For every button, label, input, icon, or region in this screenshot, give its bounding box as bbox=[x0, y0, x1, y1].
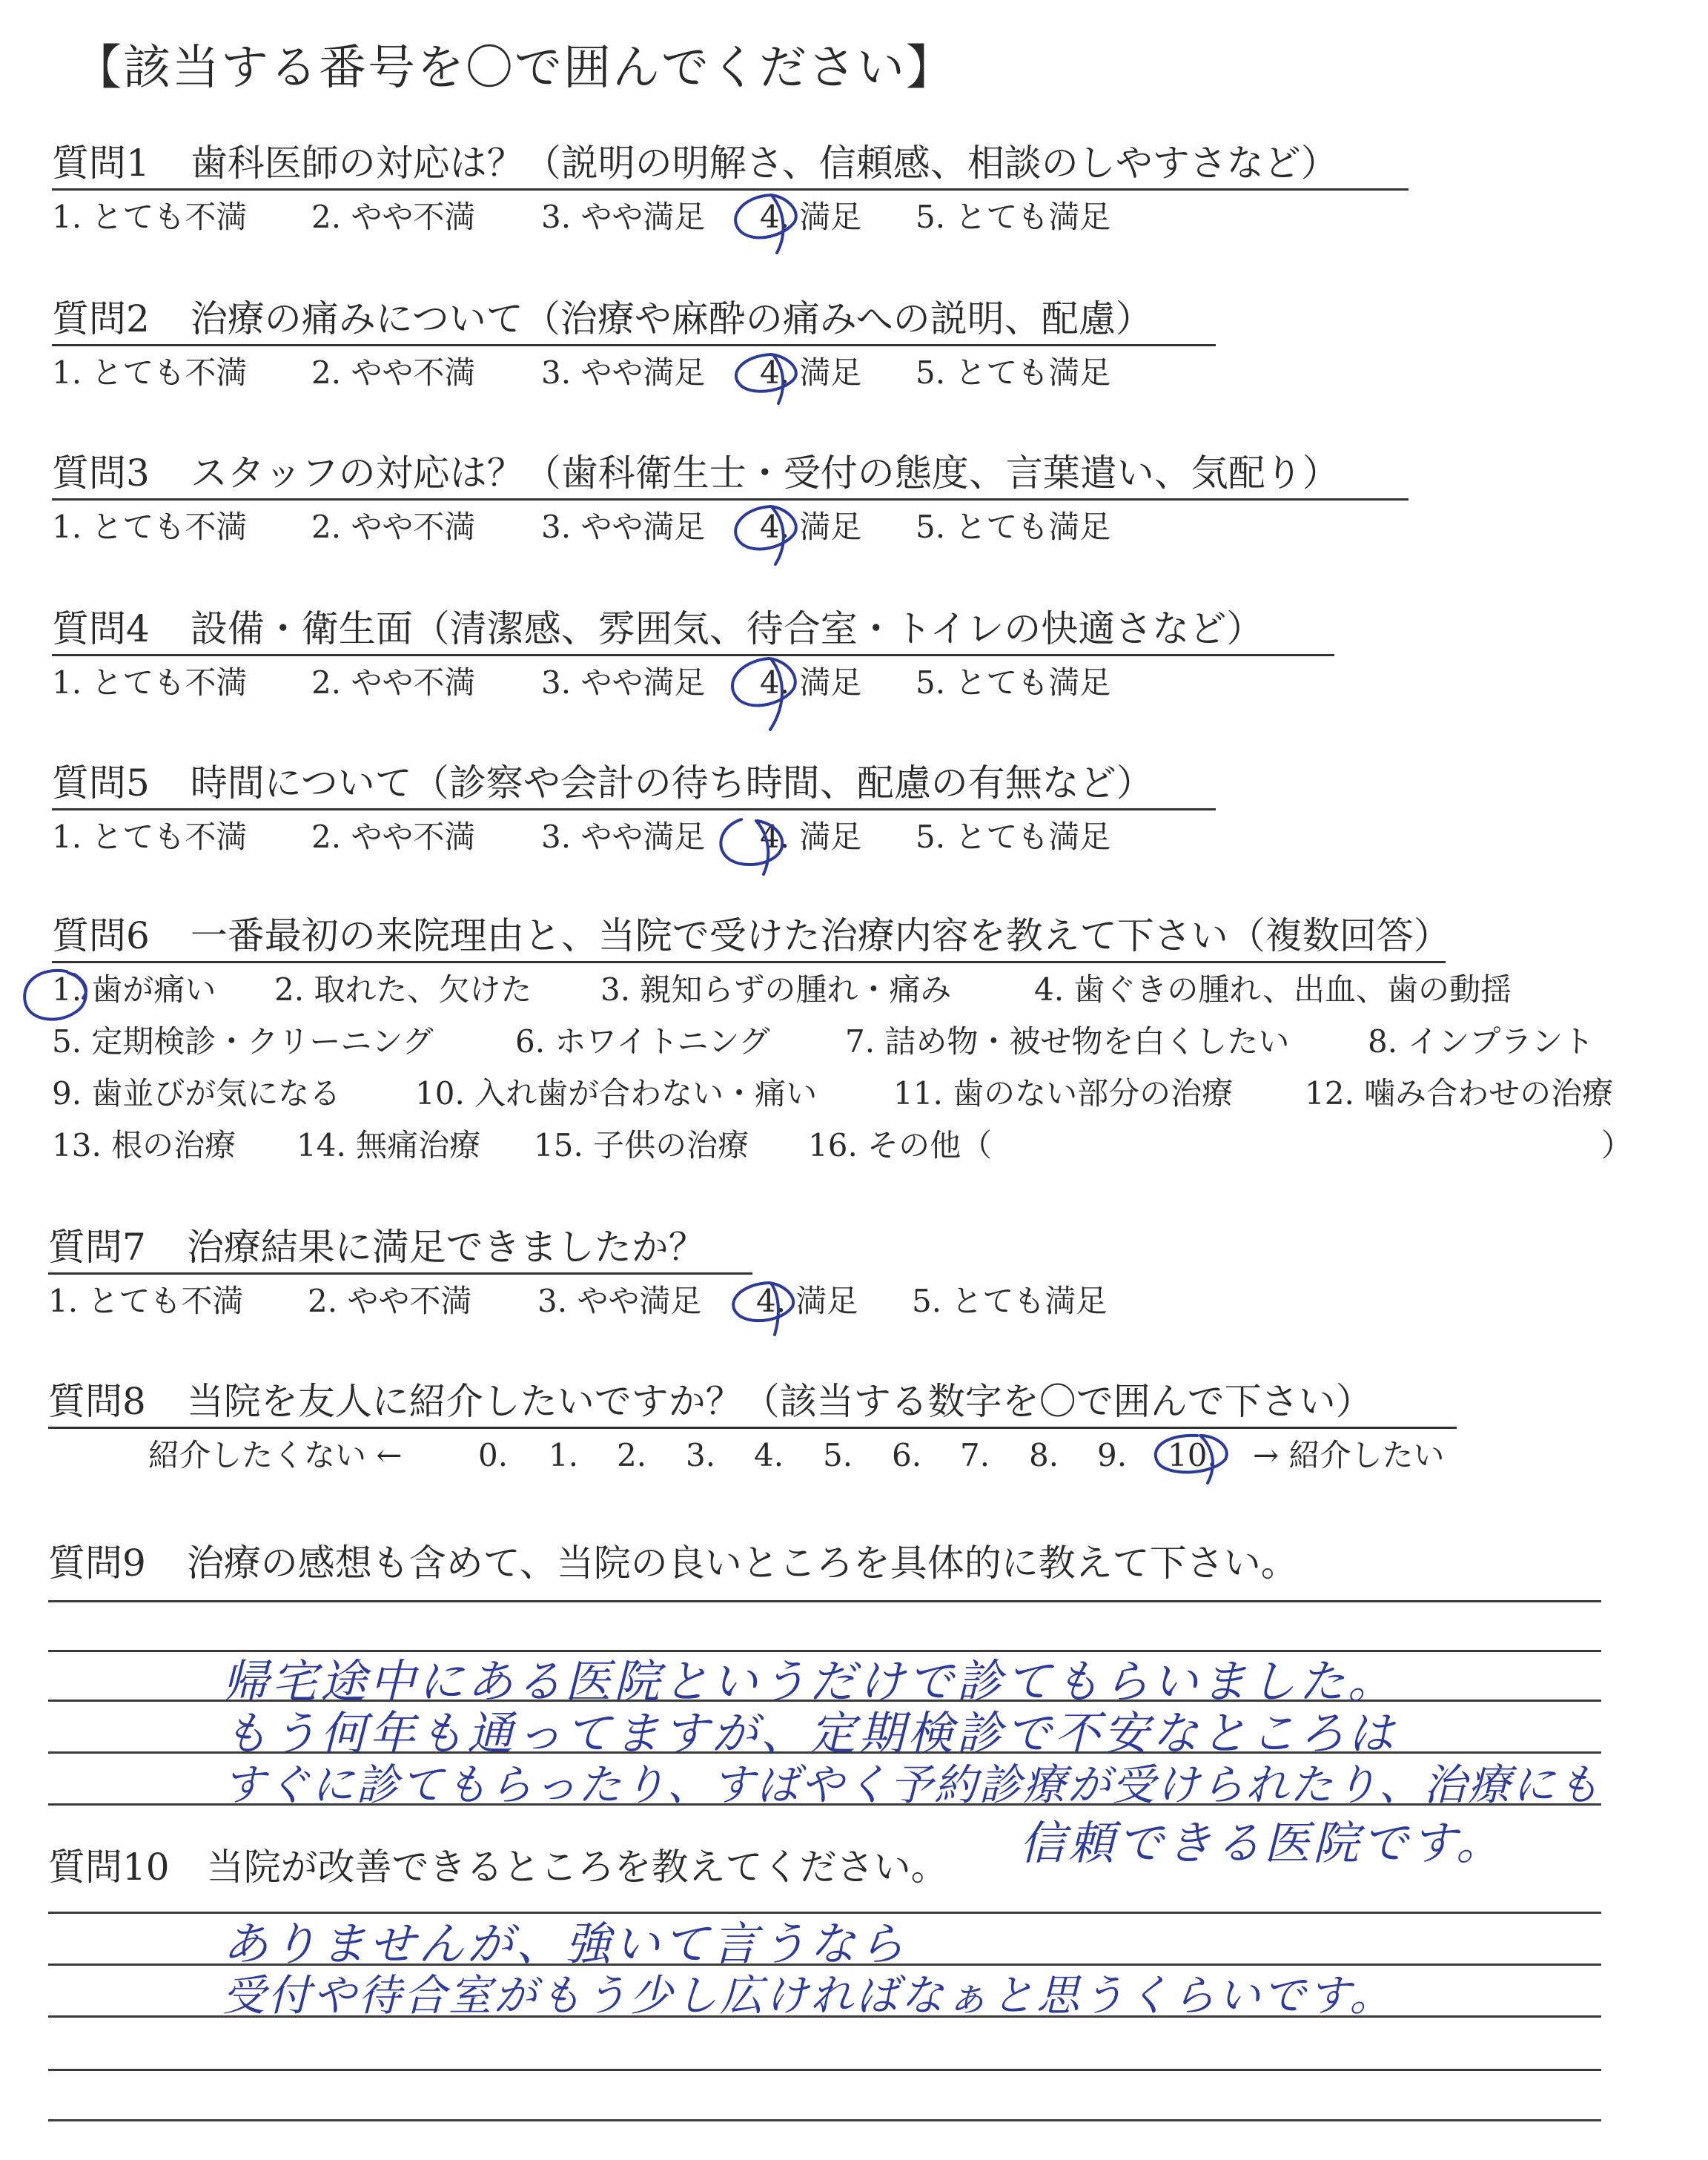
q6-option-15[interactable]: 15. 子供の治療 bbox=[534, 1127, 749, 1163]
q6-option-6[interactable]: 6. ホワイトニング bbox=[515, 1023, 770, 1060]
q1-option-5[interactable]: 5. とても満足 bbox=[916, 199, 1111, 235]
question-4-label: 質問4 bbox=[52, 607, 150, 650]
question-3-options bbox=[52, 509, 1164, 553]
question-6-label: 質問6 bbox=[52, 914, 150, 957]
question-3-text: スタッフの対応は？（歯科衛生士・受付の態度、言葉遣い、気配り） bbox=[190, 452, 1340, 495]
q8-selection-circle bbox=[1145, 1430, 1234, 1489]
q6-option-12[interactable]: 12. 噛み合わせの治療 bbox=[1305, 1075, 1614, 1112]
question-8-label: 質問8 bbox=[48, 1380, 146, 1423]
q6-option-5[interactable]: 5. 定期検診・クリーニング bbox=[52, 1023, 434, 1060]
question-5-text: 時間について（診察や会計の待ち時間、配慮の有無など） bbox=[190, 762, 1153, 805]
q4-option-1[interactable]: 1. とても不満 bbox=[52, 664, 248, 701]
q8-number-10[interactable]: 10. bbox=[1168, 1437, 1217, 1473]
q3-option-5[interactable]: 5. とても満足 bbox=[916, 509, 1111, 545]
q9-answer-line-2[interactable]: もう何年も通ってますが、定期検診で不安なところは bbox=[222, 1706, 1397, 1760]
q8-number-5[interactable]: 5. bbox=[823, 1437, 853, 1473]
q6-option-3[interactable]: 3. 親知らずの腫れ・痛み bbox=[600, 971, 952, 1008]
q6-option-9[interactable]: 9. 歯並びが気になる bbox=[52, 1075, 341, 1112]
question-7-heading bbox=[48, 1225, 752, 1275]
q3-option-4[interactable]: 4. 満足 bbox=[760, 509, 862, 545]
question-7-label: 質問7 bbox=[48, 1226, 146, 1269]
q1-selection-circle bbox=[726, 189, 801, 256]
question-7-text: 治療結果に満足できましたか？ bbox=[186, 1226, 706, 1269]
question-4-options bbox=[52, 664, 1164, 709]
q8-right-label: → 紹介したい bbox=[1253, 1437, 1445, 1473]
q8-number-1[interactable]: 1. bbox=[549, 1437, 579, 1473]
q6-option-16[interactable]: 16. その他（ bbox=[808, 1127, 993, 1163]
q2-option-5[interactable]: 5. とても満足 bbox=[916, 354, 1111, 391]
q4-selection-circle bbox=[723, 653, 801, 734]
q7-option-3[interactable]: 3. やや満足 bbox=[537, 1283, 702, 1319]
question-5-label: 質問5 bbox=[52, 762, 150, 805]
question-1-label: 質問1 bbox=[52, 142, 150, 185]
q6-options-row-3 bbox=[52, 1075, 1638, 1120]
question-1-heading bbox=[52, 141, 1409, 191]
q5-option-2[interactable]: 2. やや不満 bbox=[311, 819, 476, 855]
q8-number-8[interactable]: 8. bbox=[1029, 1437, 1059, 1473]
q9-line-1 bbox=[48, 1600, 1601, 1602]
q6-options-row-2 bbox=[52, 1023, 1609, 1068]
q5-option-1[interactable]: 1. とても不満 bbox=[52, 819, 248, 855]
q4-option-2[interactable]: 2. やや不満 bbox=[311, 664, 476, 701]
page-title: 【該当する番号を〇で囲んでください】 bbox=[74, 41, 955, 96]
question-10-heading bbox=[48, 1845, 1012, 1892]
q2-option-2[interactable]: 2. やや不満 bbox=[311, 354, 476, 391]
q3-option-2[interactable]: 2. やや不満 bbox=[311, 509, 476, 545]
q3-option-1[interactable]: 1. とても不満 bbox=[52, 509, 248, 545]
question-5-heading bbox=[52, 761, 1216, 810]
q8-number-0[interactable]: 0. bbox=[478, 1437, 509, 1473]
question-6-text: 一番最初の来院理由と、当院で受けた治療内容を教えて下さい（複数回答） bbox=[190, 914, 1451, 957]
q6-option-13[interactable]: 13. 根の治療 bbox=[52, 1127, 236, 1163]
q1-option-4[interactable]: 4. 満足 bbox=[760, 199, 862, 235]
question-9-text: 治療の感想も含めて、当院の良いところを具体的に教えて下さい。 bbox=[186, 1542, 1298, 1585]
question-1-options bbox=[52, 199, 1164, 243]
q5-selection-circle bbox=[704, 812, 790, 879]
q2-option-1[interactable]: 1. とても不満 bbox=[52, 354, 248, 391]
q6-option-7[interactable]: 7. 詰め物・被せ物を白くしたい bbox=[845, 1023, 1290, 1060]
q5-option-5[interactable]: 5. とても満足 bbox=[916, 819, 1111, 855]
question-10-label: 質問10 bbox=[48, 1846, 170, 1889]
q8-left-label: 紹介したくない ← bbox=[148, 1437, 403, 1473]
question-9-heading bbox=[48, 1541, 1383, 1588]
question-8-heading bbox=[48, 1379, 1457, 1429]
q6-options-row-4 bbox=[52, 1127, 1638, 1172]
question-8-scale bbox=[148, 1437, 1497, 1482]
q8-number-3[interactable]: 3. bbox=[686, 1437, 716, 1473]
question-2-text: 治療の痛みについて（治療や麻酔の痛みへの説明、配慮） bbox=[190, 297, 1153, 340]
q1-option-1[interactable]: 1. とても不満 bbox=[52, 199, 248, 235]
q7-option-2[interactable]: 2. やや不満 bbox=[308, 1283, 472, 1319]
q9-answer-line-3[interactable]: すぐに診てもらったり、すばやく予約診療が受けられたり、治療にも bbox=[222, 1760, 1602, 1810]
question-4-text: 設備・衛生面（清潔感、雰囲気、待合室・トイレの快適さなど） bbox=[190, 607, 1264, 650]
q3-selection-circle bbox=[726, 501, 801, 567]
q8-number-6[interactable]: 6. bbox=[892, 1437, 922, 1473]
q4-option-5[interactable]: 5. とても満足 bbox=[916, 664, 1111, 701]
q10-answer-line-2[interactable]: 受付や待合室がもう少し広ければなぁと思うくらいです。 bbox=[222, 1970, 1395, 2021]
q9-answer-line-4[interactable]: 信頼できる医院です。 bbox=[1019, 1816, 1506, 1870]
q6-option-8[interactable]: 8. インプラント bbox=[1368, 1023, 1595, 1060]
q7-selection-circle bbox=[723, 1277, 797, 1340]
q8-number-4[interactable]: 4. bbox=[754, 1437, 784, 1473]
question-5-options bbox=[52, 819, 1164, 863]
q6-options-row-1 bbox=[52, 971, 1609, 1016]
q2-option-3[interactable]: 3. やや満足 bbox=[541, 354, 706, 391]
question-6-heading bbox=[52, 914, 1451, 963]
q6-option-1[interactable]: 1. 歯が痛い bbox=[52, 971, 216, 1008]
q7-option-5[interactable]: 5. とても満足 bbox=[912, 1283, 1108, 1319]
question-7-options bbox=[48, 1283, 1160, 1327]
q2-selection-circle bbox=[726, 349, 801, 408]
q6-option-16-close-paren: ） bbox=[1601, 1127, 1633, 1163]
question-2-options bbox=[52, 354, 1164, 399]
q8-number-2[interactable]: 2. bbox=[617, 1437, 647, 1473]
question-3-label: 質問3 bbox=[52, 452, 150, 495]
question-2-label: 質問2 bbox=[52, 297, 150, 340]
q10-line-5 bbox=[48, 2119, 1601, 2121]
q10-line-4 bbox=[48, 2069, 1601, 2071]
q9-answer-line-1[interactable]: 帰宅途中にある医院というだけで診てもらいました。 bbox=[222, 1654, 1397, 1708]
q1-option-2[interactable]: 2. やや不満 bbox=[311, 199, 476, 235]
q8-number-7[interactable]: 7. bbox=[960, 1437, 990, 1473]
question-10-text: 当院が改善できるところを教えてください。 bbox=[206, 1846, 948, 1889]
question-1-text: 歯科医師の対応は？（説明の明解さ、信頼感、相談のしやすさなど） bbox=[190, 142, 1338, 185]
question-2-heading bbox=[52, 297, 1216, 346]
question-3-heading bbox=[52, 451, 1409, 501]
q5-option-3[interactable]: 3. やや満足 bbox=[541, 819, 706, 855]
q4-option-3[interactable]: 3. やや満足 bbox=[541, 664, 706, 701]
q6-option-14[interactable]: 14. 無痛治療 bbox=[297, 1127, 481, 1163]
question-9-label: 質問9 bbox=[48, 1542, 146, 1585]
q8-number-9[interactable]: 9. bbox=[1097, 1437, 1128, 1473]
q6-option-2[interactable]: 2. 取れた、欠けた bbox=[274, 971, 532, 1008]
question-8-text: 当院を友人に紹介したいですか？（該当する数字を〇で囲んで下さい） bbox=[186, 1380, 1373, 1423]
q6-option-10[interactable]: 10. 入れ歯が合わない・痛い bbox=[415, 1075, 818, 1112]
q10-answer-line-1[interactable]: ありませんが、強いて言うなら bbox=[222, 1917, 908, 1971]
question-4-heading bbox=[52, 607, 1334, 656]
q4-option-4[interactable]: 4. 満足 bbox=[760, 664, 862, 701]
q6-option-11[interactable]: 11. 歯のない部分の治療 bbox=[893, 1075, 1234, 1112]
q2-option-4[interactable]: 4. 満足 bbox=[760, 354, 862, 391]
q6-option-4[interactable]: 4. 歯ぐきの腫れ、出血、歯の動揺 bbox=[1034, 971, 1512, 1008]
q1-option-3[interactable]: 3. やや満足 bbox=[541, 199, 706, 235]
q3-option-3[interactable]: 3. やや満足 bbox=[541, 509, 706, 545]
q5-option-4[interactable]: 4. 満足 bbox=[760, 819, 862, 855]
q7-option-4[interactable]: 4. 満足 bbox=[756, 1283, 858, 1319]
q7-option-1[interactable]: 1. とても不満 bbox=[48, 1283, 244, 1319]
